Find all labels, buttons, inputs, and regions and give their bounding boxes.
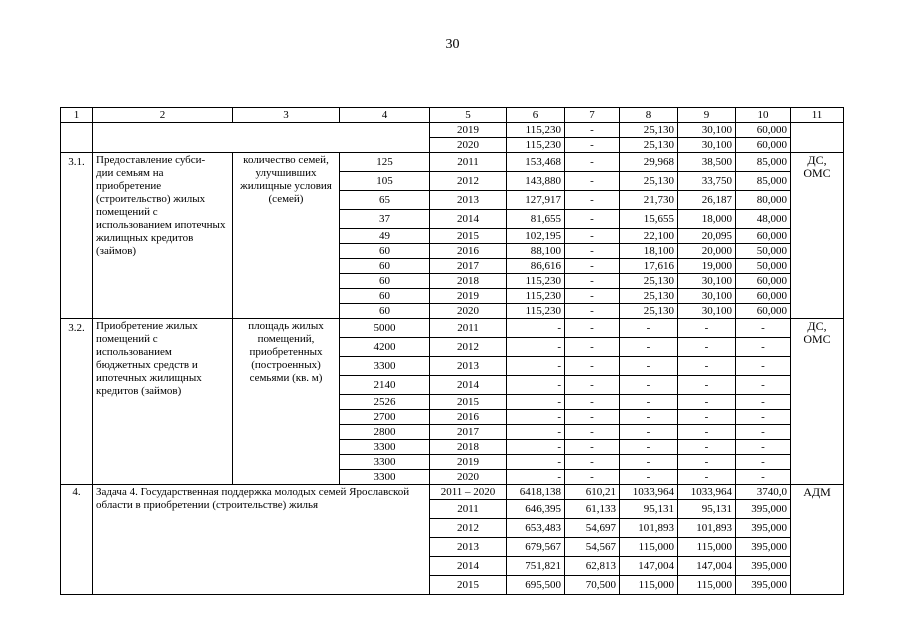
executors: ДС, ОМС bbox=[791, 153, 844, 319]
total-cell: - bbox=[507, 395, 565, 410]
regional-cell: - bbox=[620, 395, 678, 410]
year-cell: 2017 bbox=[430, 259, 507, 274]
indicator-value: 37 bbox=[340, 210, 430, 229]
year-cell: 2013 bbox=[430, 357, 507, 376]
regional-cell: 25,130 bbox=[620, 274, 678, 289]
federal-cell: - bbox=[565, 259, 620, 274]
continuation-cell-11 bbox=[791, 123, 844, 153]
section-number: 3.2. bbox=[61, 319, 93, 485]
regional-cell: 25,130 bbox=[620, 304, 678, 319]
year-cell: 2015 bbox=[430, 395, 507, 410]
federal-cell: - bbox=[565, 319, 620, 338]
task-title: Задача 4. Государственная поддержка молодых семей Ярославской области в приобретении (строительстве) жилья bbox=[93, 485, 430, 595]
indicator-value: 2700 bbox=[340, 410, 430, 425]
total-cell: - bbox=[507, 357, 565, 376]
local-cell: - bbox=[678, 455, 736, 470]
total-cell: 153,468 bbox=[507, 153, 565, 172]
indicator-value: 60 bbox=[340, 304, 430, 319]
other-cell: - bbox=[736, 455, 791, 470]
local-cell: 30,100 bbox=[678, 304, 736, 319]
section-title: Приобретение жилых помещений с использованием бюджетных средств и ипотечных жилищных кредитов (займов) bbox=[93, 319, 233, 485]
column-number-header: 6 bbox=[507, 108, 565, 123]
local-cell: - bbox=[678, 319, 736, 338]
indicator-value: 125 bbox=[340, 153, 430, 172]
local-cell: 147,004 bbox=[678, 557, 736, 576]
other-cell: - bbox=[736, 376, 791, 395]
other-cell: - bbox=[736, 410, 791, 425]
other-cell: 50,000 bbox=[736, 244, 791, 259]
total-cell: 81,655 bbox=[507, 210, 565, 229]
column-number-header: 1 bbox=[61, 108, 93, 123]
other-cell: 395,000 bbox=[736, 538, 791, 557]
federal-cell: - bbox=[565, 229, 620, 244]
federal-cell: 54,697 bbox=[565, 519, 620, 538]
federal-cell: - bbox=[565, 138, 620, 153]
regional-cell: 25,130 bbox=[620, 123, 678, 138]
indicator-value: 65 bbox=[340, 191, 430, 210]
other-cell: - bbox=[736, 470, 791, 485]
table-row bbox=[61, 319, 844, 338]
column-number-header: 9 bbox=[678, 108, 736, 123]
federal-cell: - bbox=[565, 304, 620, 319]
regional-cell: - bbox=[620, 455, 678, 470]
federal-cell: 54,567 bbox=[565, 538, 620, 557]
regional-cell: 95,131 bbox=[620, 500, 678, 519]
total-cell: - bbox=[507, 425, 565, 440]
year-cell: 2018 bbox=[430, 274, 507, 289]
other-cell: 395,000 bbox=[736, 557, 791, 576]
local-cell: 115,000 bbox=[678, 576, 736, 595]
other-cell: 395,000 bbox=[736, 519, 791, 538]
executors: ДС, ОМС bbox=[791, 319, 844, 485]
table-row bbox=[61, 485, 844, 500]
regional-cell: 21,730 bbox=[620, 191, 678, 210]
total-cell: 143,880 bbox=[507, 172, 565, 191]
indicator-name: площадь жилых помещений, приобретенных (построенных) семьями (кв. м) bbox=[233, 319, 340, 485]
regional-cell: 18,100 bbox=[620, 244, 678, 259]
total-cell: 115,230 bbox=[507, 304, 565, 319]
program-table bbox=[60, 107, 844, 595]
local-cell: 38,500 bbox=[678, 153, 736, 172]
year-cell: 2020 bbox=[430, 138, 507, 153]
other-cell: 395,000 bbox=[736, 576, 791, 595]
year-cell: 2011 bbox=[430, 153, 507, 172]
regional-cell: - bbox=[620, 319, 678, 338]
year-cell: 2011 bbox=[430, 319, 507, 338]
federal-cell: - bbox=[565, 376, 620, 395]
other-cell: - bbox=[736, 395, 791, 410]
year-cell: 2015 bbox=[430, 576, 507, 595]
year-cell: 2018 bbox=[430, 440, 507, 455]
column-number-header: 2 bbox=[93, 108, 233, 123]
total-cell: 679,567 bbox=[507, 538, 565, 557]
other-cell: 50,000 bbox=[736, 259, 791, 274]
regional-cell: - bbox=[620, 410, 678, 425]
local-cell: - bbox=[678, 440, 736, 455]
federal-cell: - bbox=[565, 470, 620, 485]
total-cell: 695,500 bbox=[507, 576, 565, 595]
local-cell: 19,000 bbox=[678, 259, 736, 274]
federal-cell: - bbox=[565, 357, 620, 376]
total-cell: 646,395 bbox=[507, 500, 565, 519]
total-cell: - bbox=[507, 410, 565, 425]
indicator-value: 60 bbox=[340, 244, 430, 259]
year-cell: 2017 bbox=[430, 425, 507, 440]
regional-cell: - bbox=[620, 357, 678, 376]
federal-cell: - bbox=[565, 123, 620, 138]
regional-cell: - bbox=[620, 440, 678, 455]
year-cell: 2014 bbox=[430, 210, 507, 229]
local-cell: 101,893 bbox=[678, 519, 736, 538]
indicator-value: 5000 bbox=[340, 319, 430, 338]
total-cell: 751,821 bbox=[507, 557, 565, 576]
total-cell: - bbox=[507, 376, 565, 395]
federal-cell: - bbox=[565, 191, 620, 210]
local-cell: - bbox=[678, 410, 736, 425]
indicator-value: 3300 bbox=[340, 455, 430, 470]
regional-cell: 25,130 bbox=[620, 289, 678, 304]
indicator-value: 2526 bbox=[340, 395, 430, 410]
year-cell: 2019 bbox=[430, 289, 507, 304]
table-header-row bbox=[61, 108, 844, 123]
other-cell: 395,000 bbox=[736, 500, 791, 519]
local-cell: 95,131 bbox=[678, 500, 736, 519]
total-cell: - bbox=[507, 338, 565, 357]
regional-cell: 15,655 bbox=[620, 210, 678, 229]
federal-cell: 61,133 bbox=[565, 500, 620, 519]
regional-cell: 22,100 bbox=[620, 229, 678, 244]
column-number-header: 4 bbox=[340, 108, 430, 123]
year-cell: 2011 bbox=[430, 500, 507, 519]
regional-cell: 25,130 bbox=[620, 172, 678, 191]
column-number-header: 8 bbox=[620, 108, 678, 123]
federal-cell: - bbox=[565, 440, 620, 455]
indicator-value: 3300 bbox=[340, 440, 430, 455]
other-cell: 85,000 bbox=[736, 153, 791, 172]
executors: АДМ bbox=[791, 485, 844, 595]
column-number-header: 5 bbox=[430, 108, 507, 123]
other-cell: 60,000 bbox=[736, 123, 791, 138]
year-cell: 2016 bbox=[430, 244, 507, 259]
other-cell: - bbox=[736, 357, 791, 376]
local-cell: - bbox=[678, 338, 736, 357]
indicator-value: 3300 bbox=[340, 357, 430, 376]
regional-cell: 1033,964 bbox=[620, 485, 678, 500]
total-cell: 115,230 bbox=[507, 274, 565, 289]
total-cell: 115,230 bbox=[507, 138, 565, 153]
total-cell: 115,230 bbox=[507, 123, 565, 138]
regional-cell: 101,893 bbox=[620, 519, 678, 538]
local-cell: 30,100 bbox=[678, 274, 736, 289]
indicator-value: 60 bbox=[340, 259, 430, 274]
other-cell: 60,000 bbox=[736, 274, 791, 289]
other-cell: 60,000 bbox=[736, 229, 791, 244]
local-cell: 1033,964 bbox=[678, 485, 736, 500]
local-cell: - bbox=[678, 357, 736, 376]
regional-cell: 115,000 bbox=[620, 576, 678, 595]
indicator-value: 60 bbox=[340, 274, 430, 289]
federal-cell: - bbox=[565, 153, 620, 172]
year-cell: 2020 bbox=[430, 470, 507, 485]
other-cell: - bbox=[736, 319, 791, 338]
other-cell: 60,000 bbox=[736, 138, 791, 153]
other-cell: 48,000 bbox=[736, 210, 791, 229]
column-number-header: 10 bbox=[736, 108, 791, 123]
year-cell: 2012 bbox=[430, 172, 507, 191]
year-cell: 2013 bbox=[430, 538, 507, 557]
total-cell: 6418,138 bbox=[507, 485, 565, 500]
indicator-name: количество семей, улучшивших жилищные условия (семей) bbox=[233, 153, 340, 319]
regional-cell: - bbox=[620, 470, 678, 485]
indicator-value: 4200 bbox=[340, 338, 430, 357]
local-cell: - bbox=[678, 425, 736, 440]
year-cell: 2014 bbox=[430, 376, 507, 395]
task-number: 4. bbox=[61, 485, 93, 595]
year-cell: 2011 – 2020 bbox=[430, 485, 507, 500]
other-cell: 60,000 bbox=[736, 289, 791, 304]
section-number: 3.1. bbox=[61, 153, 93, 319]
total-cell: 86,616 bbox=[507, 259, 565, 274]
federal-cell: - bbox=[565, 395, 620, 410]
indicator-value: 105 bbox=[340, 172, 430, 191]
regional-cell: - bbox=[620, 376, 678, 395]
indicator-value: 3300 bbox=[340, 470, 430, 485]
federal-cell: - bbox=[565, 289, 620, 304]
year-cell: 2019 bbox=[430, 455, 507, 470]
table-row bbox=[61, 123, 844, 138]
federal-cell: - bbox=[565, 210, 620, 229]
regional-cell: 147,004 bbox=[620, 557, 678, 576]
year-cell: 2012 bbox=[430, 338, 507, 357]
total-cell: 127,917 bbox=[507, 191, 565, 210]
other-cell: 80,000 bbox=[736, 191, 791, 210]
year-cell: 2014 bbox=[430, 557, 507, 576]
indicator-value: 2800 bbox=[340, 425, 430, 440]
column-number-header: 11 bbox=[791, 108, 844, 123]
total-cell: 102,195 bbox=[507, 229, 565, 244]
local-cell: 115,000 bbox=[678, 538, 736, 557]
total-cell: - bbox=[507, 440, 565, 455]
column-number-header: 7 bbox=[565, 108, 620, 123]
other-cell: 60,000 bbox=[736, 304, 791, 319]
year-cell: 2012 bbox=[430, 519, 507, 538]
local-cell: - bbox=[678, 395, 736, 410]
section-title: Предоставление субси- дии семьям на приобретение (строительство) жилых помещений с использованием ипотечных жилищных кредитов (займов) bbox=[93, 153, 233, 319]
column-number-header: 3 bbox=[233, 108, 340, 123]
continuation-cell-2-4 bbox=[93, 123, 430, 153]
local-cell: - bbox=[678, 376, 736, 395]
year-cell: 2020 bbox=[430, 304, 507, 319]
indicator-value: 2140 bbox=[340, 376, 430, 395]
continuation-cell-1 bbox=[61, 123, 93, 153]
regional-cell: - bbox=[620, 425, 678, 440]
local-cell: 30,100 bbox=[678, 123, 736, 138]
indicator-value: 49 bbox=[340, 229, 430, 244]
federal-cell: - bbox=[565, 410, 620, 425]
federal-cell: - bbox=[565, 172, 620, 191]
other-cell: 85,000 bbox=[736, 172, 791, 191]
regional-cell: 17,616 bbox=[620, 259, 678, 274]
total-cell: 115,230 bbox=[507, 289, 565, 304]
other-cell: - bbox=[736, 338, 791, 357]
regional-cell: 115,000 bbox=[620, 538, 678, 557]
federal-cell: - bbox=[565, 338, 620, 357]
other-cell: 3740,0 bbox=[736, 485, 791, 500]
local-cell: 33,750 bbox=[678, 172, 736, 191]
table-row bbox=[61, 153, 844, 172]
federal-cell: - bbox=[565, 455, 620, 470]
total-cell: - bbox=[507, 455, 565, 470]
year-cell: 2013 bbox=[430, 191, 507, 210]
local-cell: 30,100 bbox=[678, 138, 736, 153]
local-cell: 30,100 bbox=[678, 289, 736, 304]
federal-cell: 62,813 bbox=[565, 557, 620, 576]
other-cell: - bbox=[736, 425, 791, 440]
total-cell: 653,483 bbox=[507, 519, 565, 538]
indicator-value: 60 bbox=[340, 289, 430, 304]
local-cell: 26,187 bbox=[678, 191, 736, 210]
total-cell: 88,100 bbox=[507, 244, 565, 259]
total-cell: - bbox=[507, 319, 565, 338]
year-cell: 2019 bbox=[430, 123, 507, 138]
local-cell: 20,095 bbox=[678, 229, 736, 244]
page-number: 30 bbox=[445, 37, 460, 52]
other-cell: - bbox=[736, 440, 791, 455]
regional-cell: 25,130 bbox=[620, 138, 678, 153]
regional-cell: 29,968 bbox=[620, 153, 678, 172]
local-cell: 18,000 bbox=[678, 210, 736, 229]
federal-cell: 610,21 bbox=[565, 485, 620, 500]
federal-cell: 70,500 bbox=[565, 576, 620, 595]
federal-cell: - bbox=[565, 274, 620, 289]
total-cell: - bbox=[507, 470, 565, 485]
local-cell: 20,000 bbox=[678, 244, 736, 259]
regional-cell: - bbox=[620, 338, 678, 357]
federal-cell: - bbox=[565, 425, 620, 440]
year-cell: 2016 bbox=[430, 410, 507, 425]
federal-cell: - bbox=[565, 244, 620, 259]
local-cell: - bbox=[678, 470, 736, 485]
year-cell: 2015 bbox=[430, 229, 507, 244]
